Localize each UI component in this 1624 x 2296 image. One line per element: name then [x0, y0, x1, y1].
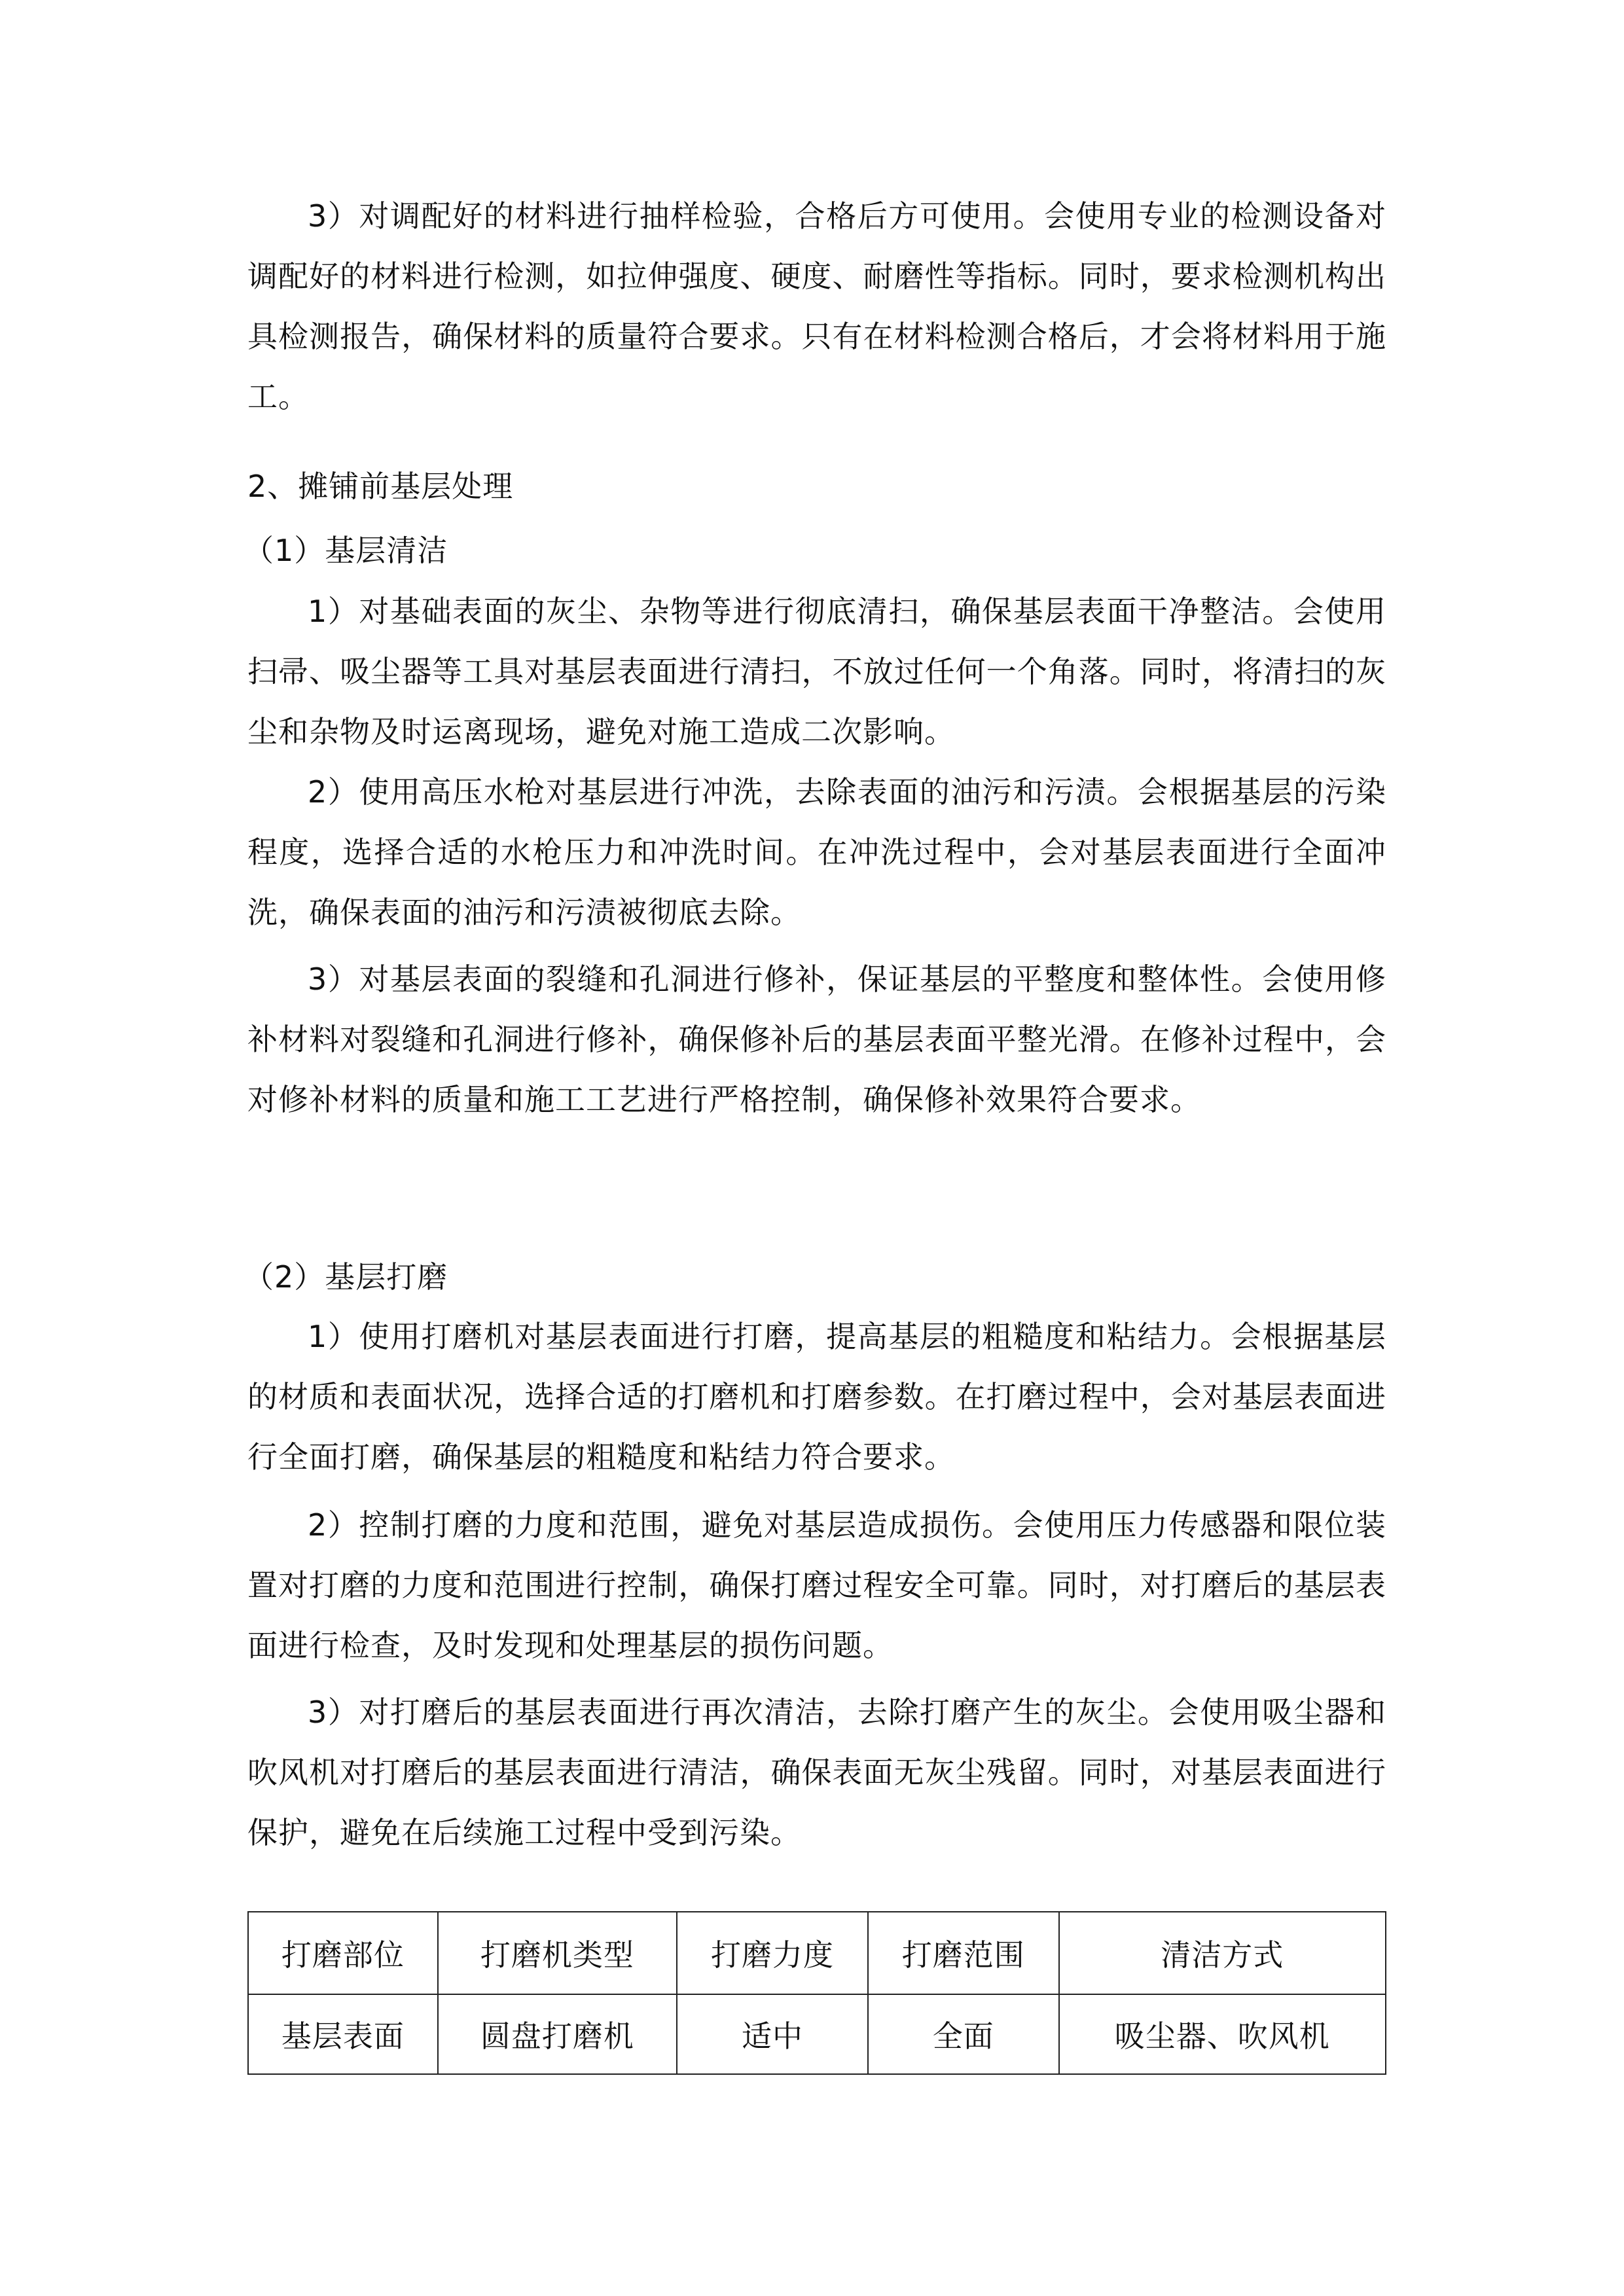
grinding-parameters-table	[247, 1911, 1386, 2075]
subheading-base-grinding: （2）基层打磨	[244, 1259, 448, 1295]
paragraph-cleaning-repair: 3）对基层表面的裂缝和孔洞进行修补，保证基层的平整度和整体性。会使用修补材料对裂缝和孔洞进行修补，确保修补后的基层表面平整光滑。在修补过程中，会对修补材料的质量和施工工艺进行严格控制，确保修补效果符合要求。	[247, 961, 1386, 1117]
paragraph-cleaning-wash: 2）使用高压水枪对基层进行冲洗，去除表面的油污和污渍。会根据基层的污染程度，选择合适的水枪压力和冲洗时间。在冲洗过程中，会对基层表面进行全面冲洗，确保表面的油污和污渍被彻底去除。	[247, 774, 1386, 930]
table-row	[248, 1994, 1386, 2074]
table-cell: 吸尘器、吹风机	[1059, 1994, 1386, 2074]
paragraph-grinding-cleanup: 3）对打磨后的基层表面进行再次清洁，去除打磨产生的灰尘。会使用吸尘器和吹风机对打磨后的基层表面进行清洁，确保表面无灰尘残留。同时，对基层表面进行保护，避免在后续施工过程中受到污染。	[247, 1695, 1386, 1850]
table-cell: 基层表面	[248, 1994, 438, 2074]
table-header-cell: 打磨范围	[868, 1912, 1059, 1994]
table-cell: 适中	[677, 1994, 868, 2074]
paragraph-material-inspection: 3）对调配好的材料进行抽样检验，合格后方可使用。会使用专业的检测设备对调配好的材料进行检测，如拉伸强度、硬度、耐磨性等指标。同时，要求检测机构出具检测报告，确保材料的质量符合要求。只有在材料检测合格后，才会将材料用于施工。	[247, 198, 1386, 414]
table-header-row	[248, 1912, 1386, 1994]
table-cell: 全面	[868, 1994, 1059, 2074]
table-header-cell: 打磨机类型	[438, 1912, 677, 1994]
table-header-cell: 打磨力度	[677, 1912, 868, 1994]
table-cell: 圆盘打磨机	[438, 1994, 677, 2074]
paragraph-cleaning-sweep: 1）对基础表面的灰尘、杂物等进行彻底清扫，确保基层表面干净整洁。会使用扫帚、吸尘器等工具对基层表面进行清扫，不放过任何一个角落。同时，将清扫的灰尘和杂物及时运离现场，避免对施工造成二次影响。	[247, 594, 1386, 749]
table-header-cell: 清洁方式	[1059, 1912, 1386, 1994]
paragraph-grinding-machine: 1）使用打磨机对基层表面进行打磨，提高基层的粗糙度和粘结力。会根据基层的材质和表面状况，选择合适的打磨机和打磨参数。在打磨过程中，会对基层表面进行全面打磨，确保基层的粗糙度和粘结力符合要求。	[247, 1319, 1386, 1475]
table-header-cell: 打磨部位	[248, 1912, 438, 1994]
section-heading-base-treatment: 2、摊铺前基层处理	[247, 469, 514, 504]
paragraph-grinding-control: 2）控制打磨的力度和范围，避免对基层造成损伤。会使用压力传感器和限位装置对打磨的力度和范围进行控制，确保打磨过程安全可靠。同时，对打磨后的基层表面进行检查，及时发现和处理基层的损伤问题。	[247, 1507, 1386, 1663]
subheading-base-cleaning: （1）基层清洁	[244, 533, 448, 568]
